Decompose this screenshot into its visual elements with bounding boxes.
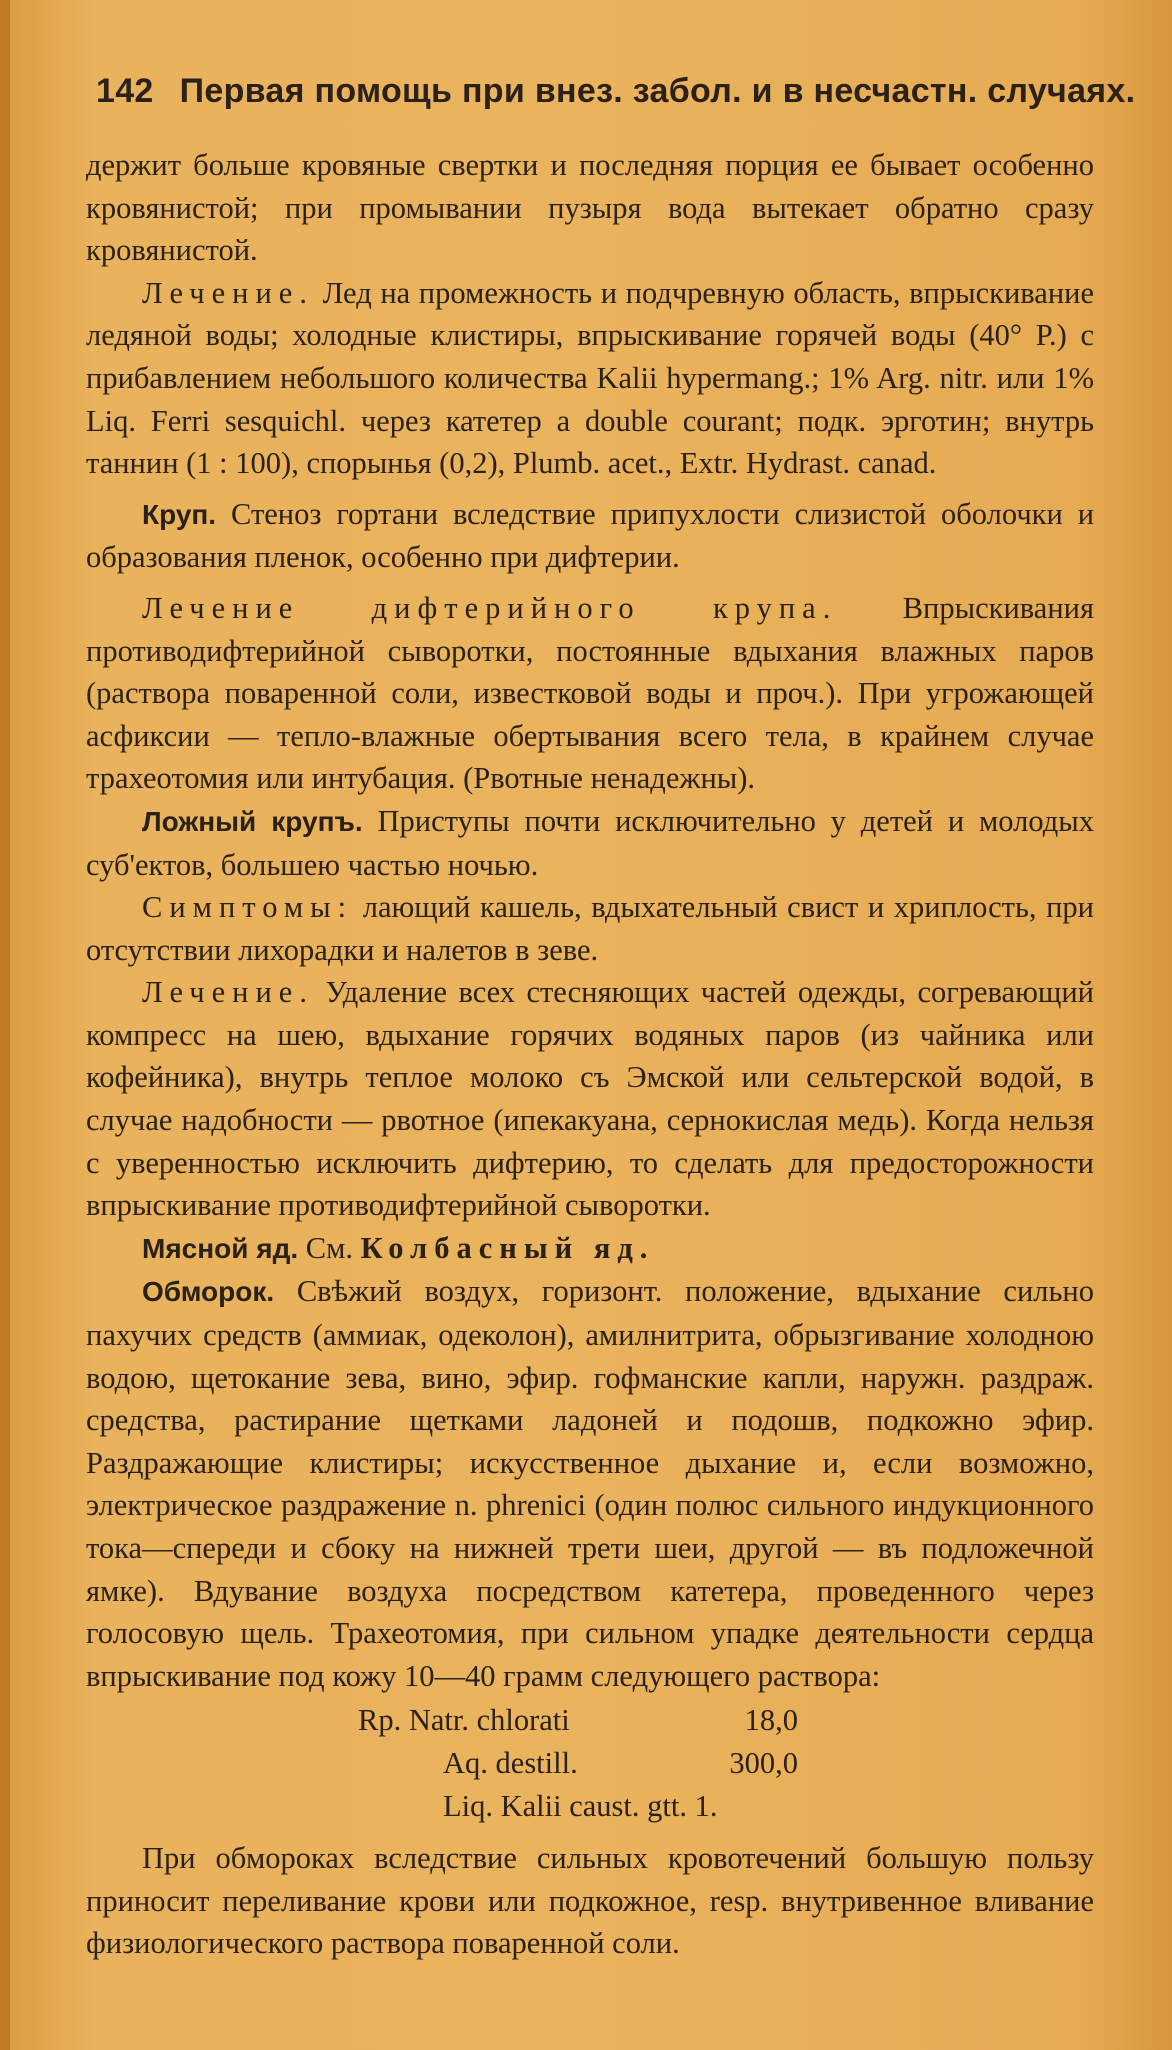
page-edge	[0, 0, 10, 2050]
paragraph-treatment-bleeding	[86, 272, 1094, 485]
cross-reference: Колбасный яд.	[360, 1230, 655, 1265]
prescription-row	[358, 1785, 1094, 1828]
paragraph-symptoms	[86, 886, 1094, 971]
paragraph-text: лающий кашель, вдыхательный свист и хриплость, при отсутствии лихорадки и налетов в зеве.	[86, 890, 1094, 967]
see-label: См.	[305, 1230, 354, 1265]
paragraph-diphtheria-treatment	[86, 587, 1094, 800]
ingredient-amount: 300,0	[729, 1745, 798, 1780]
paragraph-meat-poison	[86, 1227, 1094, 1271]
paragraph-text: Приступы почти исключительно у детей и молодых суб'ектов, большею частью ночью.	[86, 803, 1094, 882]
paragraph-croup	[86, 493, 1094, 579]
paragraph-text: Свѣжий воздух, горизонт. положение, вдыхание сильно пахучих средств (аммиак, одеколон), амилнитрита, обрызгивание холодною водою, щетокание зева, вино, эфир. гофманские капли, наружн. раздраж. средства, растирание щетками ладоней и подошв, подкожно эфир. Раздражающие клистиры; искусственное дыхание и, если возможно, электрическое раздражение n. phrenici (один полюс сильного индукционного тока—спереди и сбоку на нижней трети шеи, другой — въ подложечной ямке). Вдувание воздуха посредством катетера, проведенного через голосовую щель. Трахеотомия, при сильном упадке деятельности сердца впрыскивание под кожу 10—40 грамм следующего раствора:	[86, 1274, 1094, 1693]
paragraph-text: Стеноз гортани вследствие припухлости слизистой оболочки и образования пленок, особенно при дифтерии.	[86, 496, 1095, 575]
paragraph-text: Лед на промежность и подчревную область, впрыскивание ледяной воды; холодные клистиры, впрыскивание горячей воды (40° Р.) с прибавлением небольшого количества Kalii hypermang.; 1% Arg. nitr. или 1% Liq. Ferri sesquichl. через катетер a double courant; подк. эрготин; внутрь таннин (1 : 100), спорынья (0,2), Plumb. acet., Extr. Hydrast. canad.	[86, 275, 1095, 481]
ingredient-amount: 18,0	[744, 1703, 798, 1738]
running-header	[96, 72, 1136, 111]
paragraph-fainting	[86, 1270, 1094, 1697]
section-label: Лечение дифтерийного крупа.	[142, 590, 838, 625]
entry-term: Обморок.	[142, 1276, 275, 1308]
paragraph-text: Удаление всех стесняющих частей одежды, согревающий компресс на шею, вдыхание горячих водяных паров (из чайника или кофейника), внутрь теплое молоко съ Эмской или сельтерской водой, в случае надобности — рвотное (ипекакуана, сернокислая медь). Когда нельзя с уверенностью исключить дифтерию, то сделать для предосторожности впрыскивание противодифтерийной сыворотки.	[86, 975, 1094, 1223]
entry-term: Ложный крупъ.	[142, 805, 363, 837]
paragraph-false-croup	[86, 800, 1094, 886]
prescription-row	[358, 1699, 1094, 1742]
ingredient-name: Rp. Natr. chlorati	[358, 1703, 570, 1738]
section-label: Лечение.	[142, 275, 314, 310]
paragraph-continuation: держит больше кровяные свертки и последняя порция ее бывает особенно кровянистой; при промывании пузыря вода вытекает обратно сразу кровянистой.	[86, 148, 1094, 268]
paragraph-text: Впрыскивания противодифтерийной сыворотки, постоянные вдыхания влажных паров (раствора поваренной соли, известковой воды и проч.). При угрожающей асфиксии — тепло-влажные обертывания всего тела, в крайнем случае трахеотомия или интубация. (Рвотные ненадежны).	[86, 590, 1095, 796]
prescription-row	[358, 1742, 1094, 1785]
body-text	[86, 144, 1094, 1965]
entry-term: Круп.	[142, 498, 217, 530]
section-label: Лечение.	[142, 975, 314, 1010]
entry-term: Мясной яд.	[142, 1232, 299, 1264]
prescription	[358, 1699, 1094, 1827]
section-label: Симптомы:	[142, 890, 354, 925]
paragraph-false-croup-treatment	[86, 971, 1094, 1227]
paragraph-fainting-bleeding: При обмороках вследствие сильных кровотечений большую пользу приносит переливание крови или подкожное, resp. внутривенное вливание физиологического раствора поваренной соли.	[86, 1841, 1094, 1961]
page-number: 142	[96, 72, 154, 110]
ingredient-name: Liq. Kalii caust. gtt. 1.	[443, 1788, 718, 1823]
ingredient-name: Aq. destill.	[443, 1745, 578, 1780]
running-title: Первая помощь при внез. забол. и в несчастн. случаях.	[179, 72, 1136, 110]
